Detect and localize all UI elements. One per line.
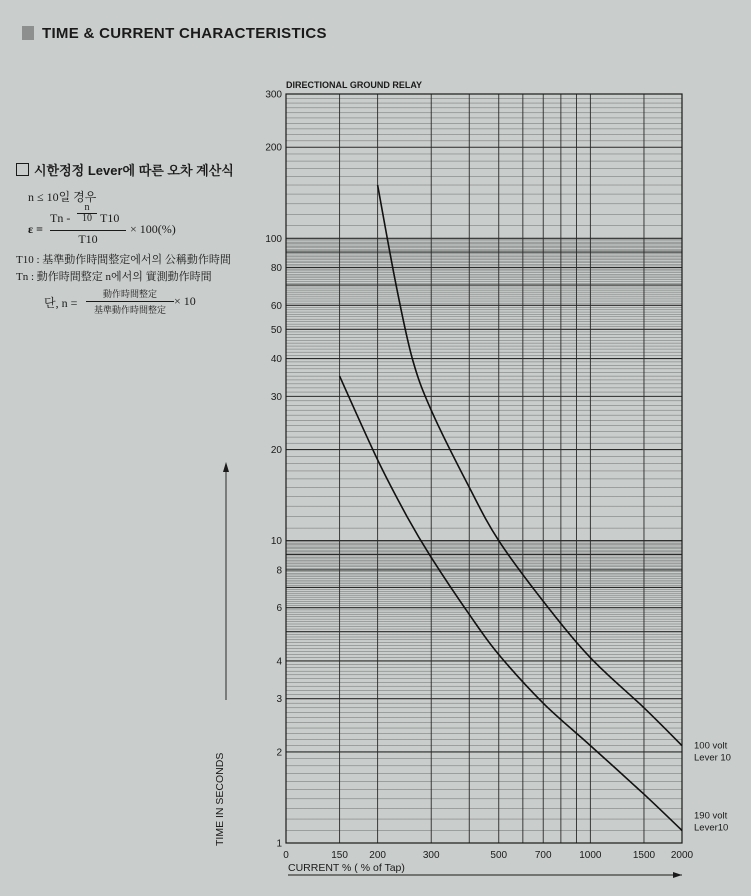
eps-den: T10	[78, 232, 98, 246]
y-axis-label: TIME IN SECONDS	[214, 752, 226, 846]
y-axis-arrow-head	[223, 462, 229, 472]
y-tick-label: 60	[270, 300, 282, 312]
n-num: 動作時間整定	[86, 287, 174, 302]
y-tick-label: 1	[276, 838, 282, 850]
series-label-line1: 190 volt	[694, 810, 728, 822]
y-tick-label: 10	[270, 536, 282, 548]
n-den: 基準動作時間整定	[93, 305, 166, 315]
y-tick-label: 4	[276, 656, 282, 668]
series-label-line1: 100 volt	[694, 740, 728, 752]
formula-condition: n ≤ 10일 경우	[28, 190, 97, 204]
y-tick-label: 20	[270, 445, 282, 457]
x-tick-label: 200	[369, 850, 386, 861]
formula-title-text: 시한정정 Lever에 따른 오차 계산식	[34, 163, 234, 178]
x-tick-label: 1000	[579, 850, 602, 861]
y-tick-label: 300	[265, 89, 282, 101]
x-tick-label: 150	[331, 850, 348, 861]
x-axis-arrow-head	[673, 872, 682, 878]
chart-title: DIRECTIONAL GROUND RELAY	[286, 80, 423, 90]
y-tick-label: 80	[270, 263, 282, 275]
eps-inner-num: n	[77, 203, 97, 214]
y-tick-label: 40	[270, 354, 282, 366]
x-tick-label: 0	[283, 850, 289, 861]
chart-frame	[286, 94, 682, 843]
series-label-line2: Lever10	[694, 822, 729, 834]
y-tick-label: 2	[276, 747, 282, 759]
chart-grid	[286, 94, 682, 843]
def-tn: Tn : 動作時間整定 n에서의 實測動作時間	[16, 271, 212, 283]
y-tick-label: 30	[270, 391, 282, 403]
series-label-line2: Lever 10	[694, 752, 731, 764]
def-t10: T10 : 基準動作時間整定에서의 公稱動作時間	[16, 254, 231, 266]
x-tick-label: 500	[490, 850, 508, 861]
x-tick-label: 300	[422, 850, 440, 861]
x-tick-label: 2000	[670, 850, 694, 861]
y-tick-label: 3	[276, 694, 282, 706]
eps-num-t10: T10	[100, 211, 120, 225]
epsilon-label: ε =	[28, 222, 43, 236]
y-tick-label: 8	[276, 565, 282, 577]
y-tick-label: 50	[270, 324, 282, 336]
x-tick-label: 700	[534, 850, 552, 861]
y-tick-label: 6	[276, 603, 282, 615]
n-times: × 10	[174, 294, 196, 308]
eps-num-tn: Tn -	[50, 211, 71, 225]
x-axis-label: CURRENT % ( % of Tap)	[288, 862, 405, 874]
y-tick-label: 100	[265, 233, 282, 245]
eps-times: × 100(%)	[130, 222, 176, 236]
y-tick-label: 200	[265, 142, 282, 154]
eps-inner-den: 10	[82, 213, 92, 224]
page-title: TIME & CURRENT CHARACTERISTICS	[42, 24, 327, 42]
x-tick-label: 1500	[632, 850, 656, 861]
plot-frame	[286, 94, 682, 843]
n-label: 단, n =	[44, 296, 78, 310]
